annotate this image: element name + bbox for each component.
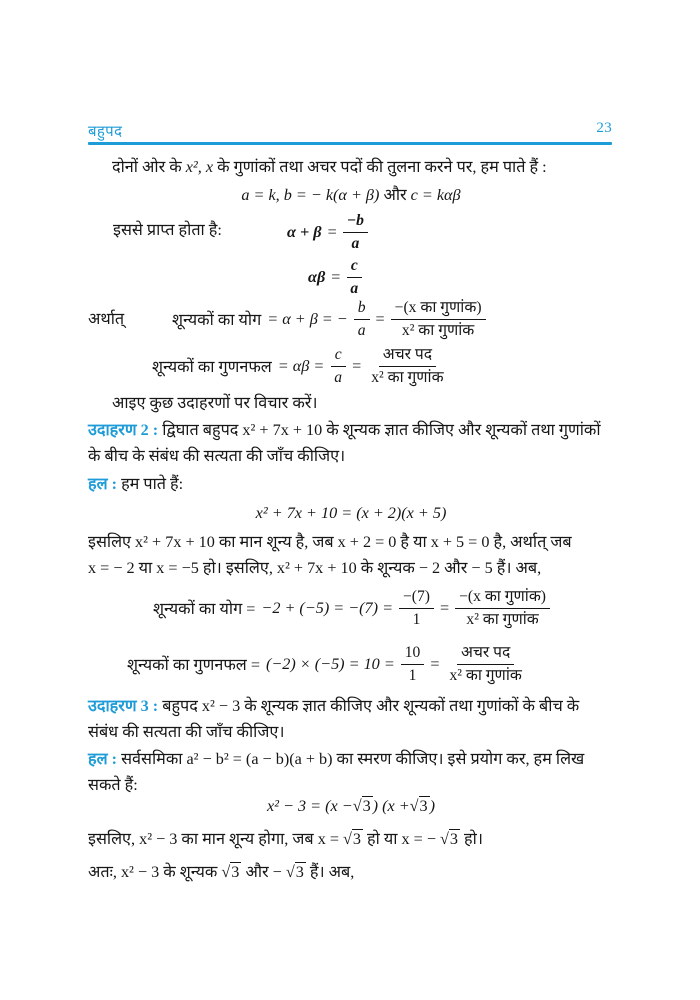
product-meaning-label: शून्यकों का गुणनफल	[152, 358, 272, 376]
solution-text: हम पाते हैं:	[121, 475, 184, 493]
radical-icon: √	[409, 797, 419, 815]
factor-eq-open1: (x −	[325, 797, 353, 815]
example2-text-line1: द्विघात बहुपद x² + 7x + 10 के शून्यक ज्ञात कीजिए और शून्यकों तथा गुणांकों	[162, 421, 601, 439]
fraction-denominator: 1	[408, 666, 417, 684]
example3-final-line	[88, 859, 354, 885]
radical-icon: √	[352, 797, 362, 815]
final-line-mid: और −	[245, 863, 282, 881]
example3-zero-line	[88, 826, 483, 852]
example2-text-line2: के बीच के संबंध की सत्यता की जाँच कीजिए।	[88, 447, 346, 465]
radical-icon: √	[221, 863, 231, 881]
factor-eq-open2: (x +	[382, 797, 410, 815]
ten-over-one-fraction	[401, 643, 425, 685]
solution-label: हल :	[88, 750, 118, 768]
sqrt-3-second: √3	[285, 863, 304, 881]
solution-text-line1: सर्वसमिका a² − b² = (a − b)(a + b) का स्मरण कीजिए। इसे प्रयोग कर, हम लिख	[121, 750, 585, 768]
example2-solution-line	[88, 471, 183, 497]
chapter-title: बहुपद	[88, 124, 123, 140]
fraction-numerator: अचर पद	[457, 643, 514, 664]
sum-meaning-label: शून्यकों का योग	[172, 311, 262, 329]
example2-heading-line	[88, 417, 601, 443]
fraction-denominator: a	[357, 321, 366, 339]
fraction-denominator: x² का गुणांक	[401, 321, 475, 339]
example2-label: उदाहरण 2 :	[88, 421, 159, 439]
example2-factorisation-equation: x² + 7x + 10 = (x + 2)(x + 5)	[255, 504, 447, 522]
compare-math: x², x	[185, 158, 214, 176]
product-meaning-mid: = αβ =	[277, 356, 325, 375]
product-of-zeroes-formula	[308, 252, 362, 302]
compare-text-pre: दोनों ओर के	[112, 158, 182, 176]
fraction-numerator: b	[354, 298, 370, 319]
sum-formula-fraction	[343, 211, 368, 253]
identity-math-2: c = kαβ	[410, 186, 461, 204]
that-is-word: अर्थात्	[88, 310, 125, 328]
example2-sum-label: शून्यकों का योग =	[153, 600, 256, 618]
identity-and: और	[383, 186, 407, 204]
sqrt-3-first: √3	[352, 797, 371, 815]
sqrt-3-first: √3	[221, 863, 240, 881]
equals-sign: =	[352, 356, 362, 375]
fraction-numerator: c	[331, 345, 346, 366]
radical-icon: √	[285, 863, 295, 881]
fraction-numerator: −b	[343, 211, 368, 232]
identity-math-1: a = k, b = − k(α + β)	[241, 186, 380, 204]
sqrt-3-first: √3	[343, 830, 361, 848]
sum-formula-equals: =	[327, 222, 337, 241]
zero-line-mid: हो या x = −	[367, 830, 436, 848]
example2-product-label: शून्यकों का गुणनफल =	[127, 656, 260, 674]
coefficient-fraction	[455, 587, 550, 629]
example2-product-mid: (−2) × (−5) = 10 =	[265, 654, 395, 673]
example2-paragraph-line2: x = − 2 या x = −5 हो। इसलिए, x² + 7x + 10 के शून्यक − 2 और − 5 हैं। अब,	[88, 559, 542, 577]
sum-meaning-mid: = α + β = −	[267, 309, 348, 328]
solution-text-line2: सकते हैं:	[88, 776, 138, 794]
fraction-numerator: c	[347, 256, 362, 277]
final-line-post: हैं। अब,	[309, 863, 355, 881]
example3-solution-line1	[88, 746, 584, 772]
sum-formula-lhs: α + β	[287, 222, 322, 241]
equals-sign: =	[430, 654, 440, 673]
page-number: 23	[596, 120, 612, 136]
factor-eq-lhs: x² − 3 =	[266, 797, 322, 815]
example2-paragraph-line1: इसलिए x² + 7x + 10 का मान शून्य है, जब x + 2 = 0 है या x + 5 = 0 है, अर्थात् जब	[88, 533, 572, 551]
fraction-numerator: अचर पद	[379, 345, 436, 366]
compare-paragraph	[112, 154, 547, 180]
fraction-denominator: x² का गुणांक	[466, 610, 539, 628]
example3-label: उदाहरण 3 :	[88, 697, 159, 715]
minus-seven-over-one-fraction	[399, 587, 434, 629]
fraction-numerator: −(7)	[399, 587, 434, 608]
example2-sum-equation	[153, 585, 550, 631]
fraction-numerator: −(x का गुणांक)	[455, 587, 550, 608]
equals-sign: =	[375, 309, 385, 328]
c-over-a-fraction	[330, 345, 346, 387]
example3-heading-line	[88, 693, 579, 719]
fraction-denominator: 1	[412, 610, 421, 628]
fraction-numerator: −(x का गुणांक)	[391, 298, 486, 319]
derivation-label: इससे प्राप्त होता है:	[113, 221, 222, 239]
product-formula-fraction	[346, 256, 362, 298]
radical-icon: √	[440, 830, 449, 848]
radical-icon: √	[343, 830, 352, 848]
sum-of-zeroes-formula	[287, 207, 368, 257]
sqrt-3-second: √3	[409, 797, 428, 815]
sqrt-3-second: √3	[440, 830, 458, 848]
solution-label: हल :	[88, 475, 118, 493]
constant-term-fraction	[445, 643, 525, 685]
fraction-denominator: a	[351, 234, 360, 252]
example3-text-line2: संबंध की सत्यता की जाँच कीजिए।	[88, 723, 285, 741]
header-rule	[88, 142, 612, 145]
equals-sign: =	[440, 598, 450, 617]
b-over-a-fraction	[354, 298, 370, 340]
fraction-numerator: 10	[401, 643, 425, 664]
compare-text-post: के गुणांकों तथा अचर पदों की तुलना करने पर, हम पाते हैं :	[217, 158, 547, 176]
final-line-pre: अतः, x² − 3 के शून्यक	[88, 863, 218, 881]
constant-term-fraction	[367, 345, 447, 387]
identity-equation	[90, 182, 612, 208]
sum-meaning-equation	[172, 296, 486, 342]
zero-line-pre: इसलिए, x² − 3 का मान शून्य होगा, जब x =	[88, 830, 339, 848]
zero-line-post: हो।	[464, 830, 483, 848]
fraction-denominator: x² का गुणांक	[371, 368, 444, 386]
fraction-denominator: a	[350, 279, 359, 297]
product-meaning-equation	[152, 343, 448, 389]
product-formula-equals: =	[331, 267, 341, 286]
example3-text-line1: बहुपद x² − 3 के शून्यक ज्ञात कीजिए और शून्यकों तथा गुणांकों के बीच के	[162, 697, 580, 715]
fraction-denominator: x² का गुणांक	[449, 666, 522, 684]
product-formula-lhs: αβ	[308, 267, 326, 286]
example2-sum-mid: −2 + (−5) = −(7) =	[261, 598, 394, 617]
factor-eq-close2: )	[429, 797, 436, 815]
fraction-denominator: a	[334, 368, 343, 386]
example2-product-equation	[127, 641, 526, 687]
consider-line: आइए कुछ उदाहरणों पर विचार करें।	[112, 394, 318, 412]
coefficient-fraction	[391, 298, 486, 340]
factor-eq-close1: )	[372, 797, 379, 815]
example3-factorisation-equation	[90, 793, 612, 819]
